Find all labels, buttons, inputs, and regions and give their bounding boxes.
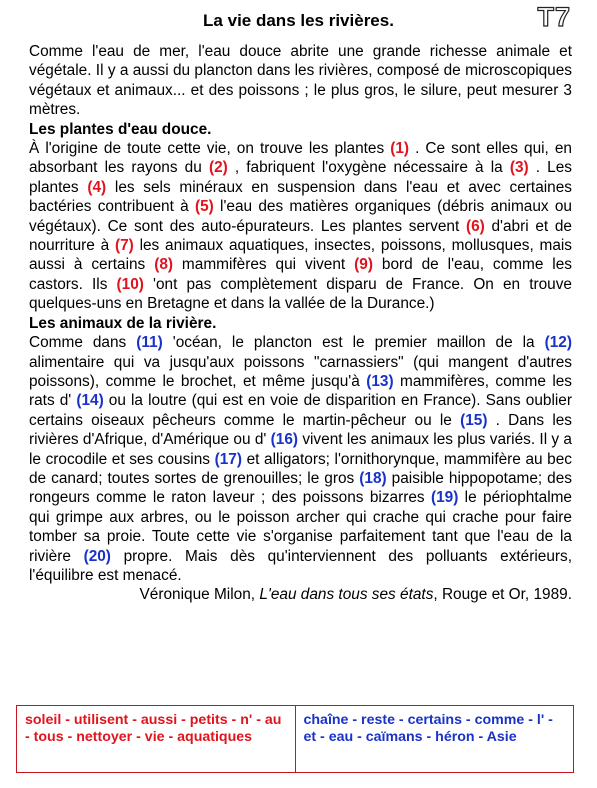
plants-paragraph (29, 139, 572, 314)
source-credit (29, 585, 572, 604)
blank-10: (10) (116, 275, 144, 293)
text-run: . Les plantes (29, 159, 572, 196)
word-bank (16, 705, 574, 773)
text-body (29, 42, 572, 605)
blank-2: (2) (208, 159, 228, 177)
credit-author: Véronique Milon, (139, 586, 260, 604)
blank-6: (6) (465, 217, 485, 235)
text-run: 'océan, le plancton est le premier maillon de la (162, 334, 545, 352)
blank-13: (13) (366, 372, 394, 390)
blank-14: (14) (76, 392, 104, 410)
blank-19: (19) (430, 489, 459, 507)
worksheet-badge: T7 (537, 2, 571, 32)
text-run: le périophtalme qui grimpe aux arbres, ou le poisson archer qui crache qui crache pour faire tomber sa proie. Toute cette vie s'organise parfaitement tant que l'eau de la rivière (29, 489, 572, 565)
text-run: 'ont pas complètement disparu de France. On en trouve quelques-uns en Bretagne et dans la vallée de la Durance.) (29, 275, 572, 313)
blank-18: (18) (359, 469, 387, 487)
text-run: paisible hippopotame; des rongeurs comme le raton laveur ; des poissons bizarres (29, 469, 572, 507)
text-run: les animaux aquatiques, insectes, poissons, mollusques, mais aussi à certains (29, 237, 572, 274)
section-heading-plants: Les plantes d'eau douce. (29, 120, 212, 138)
blank-3: (3) (509, 159, 529, 177)
intro-paragraph: Comme l'eau de mer, l'eau douce abrite une grande richesse animale et végétale. Il y a aussi du plancton dans les rivières, composé de microscopiques végétaux et animaux... et des poissons ; le plus gros, le silure, peut mesurer 3 mètres. (29, 43, 572, 119)
word-bank-red: soleil - utilisent - aussi - petits - n' - au - tous - nettoyer - vie - aquatiques (17, 706, 296, 772)
blank-15: (15) (460, 411, 488, 429)
section-heading-animals: Les animaux de la rivière. (29, 314, 217, 332)
text-run: d'abri et de nourriture à (29, 217, 572, 255)
credit-book-title: L'eau dans tous ses états (259, 586, 434, 604)
blank-4: (4) (87, 178, 107, 196)
text-run: , fabriquent l'oxygène nécessaire à la (227, 159, 510, 177)
blank-8: (8) (154, 256, 173, 274)
blank-1: (1) (390, 140, 410, 158)
blank-5: (5) (194, 198, 214, 216)
blank-7: (7) (114, 237, 134, 255)
blank-12: (12) (544, 334, 572, 352)
text-run: . Ce sont elles qui, en absorbant les rayons du (29, 140, 572, 177)
blank-20: (20) (83, 547, 111, 565)
text-run: . Dans les rivières d'Afrique, d'Amérique ou d' (29, 411, 572, 449)
text-run: alimentaire qui va jusqu'aux poissons "carnassiers" (qui mangent d'autres poissons), comme le brochet, et même jusqu'à (29, 353, 572, 390)
blank-17: (17) (214, 450, 242, 468)
text-run: vivent les animaux les plus variés. Il y a le crocodile et ses cousins (29, 431, 572, 468)
text-run: bord de l'eau, comme les castors. Ils (29, 256, 572, 293)
text-run: À l'origine de toute cette vie, on trouve les plantes (29, 140, 391, 158)
credit-publisher: , Rouge et Or, 1989. (433, 586, 572, 604)
text-run: propre. Mais dès qu'interviennent des polluants extérieurs, l'équilibre est menacé. (29, 547, 572, 584)
text-run: ou la loutre (qui est en voie de disparition en France). Sans oublier certains oiseaux pêcheurs comme le martin-pêcheur ou le (29, 392, 572, 429)
blank-9: (9) (354, 256, 373, 274)
word-bank-blue: chaîne - reste - certains - comme - l' - et - eau - caïmans - héron - Asie (303, 712, 553, 746)
text-run: l'eau des matières organiques (débris animaux ou végétaux). Ce sont des auto-épurateurs. Les plantes servent (29, 198, 572, 235)
blank-16: (16) (270, 431, 299, 449)
blank-11: (11) (136, 334, 163, 352)
text-run: mammifères, comme les rats d' (29, 372, 572, 410)
animals-paragraph (29, 333, 572, 585)
text-run: Comme dans (29, 334, 137, 352)
text-run: mammifères qui vivent (173, 256, 355, 274)
text-run: les sels minéraux en suspension dans l'eau et avec certaines bactéries contribuent à (29, 178, 572, 216)
page-title: La vie dans les rivières. (203, 11, 394, 30)
text-run: et alligators; l'ornithorynque, mammifère au bec de canard; toutes sortes de grenouilles; le gros (29, 450, 573, 487)
